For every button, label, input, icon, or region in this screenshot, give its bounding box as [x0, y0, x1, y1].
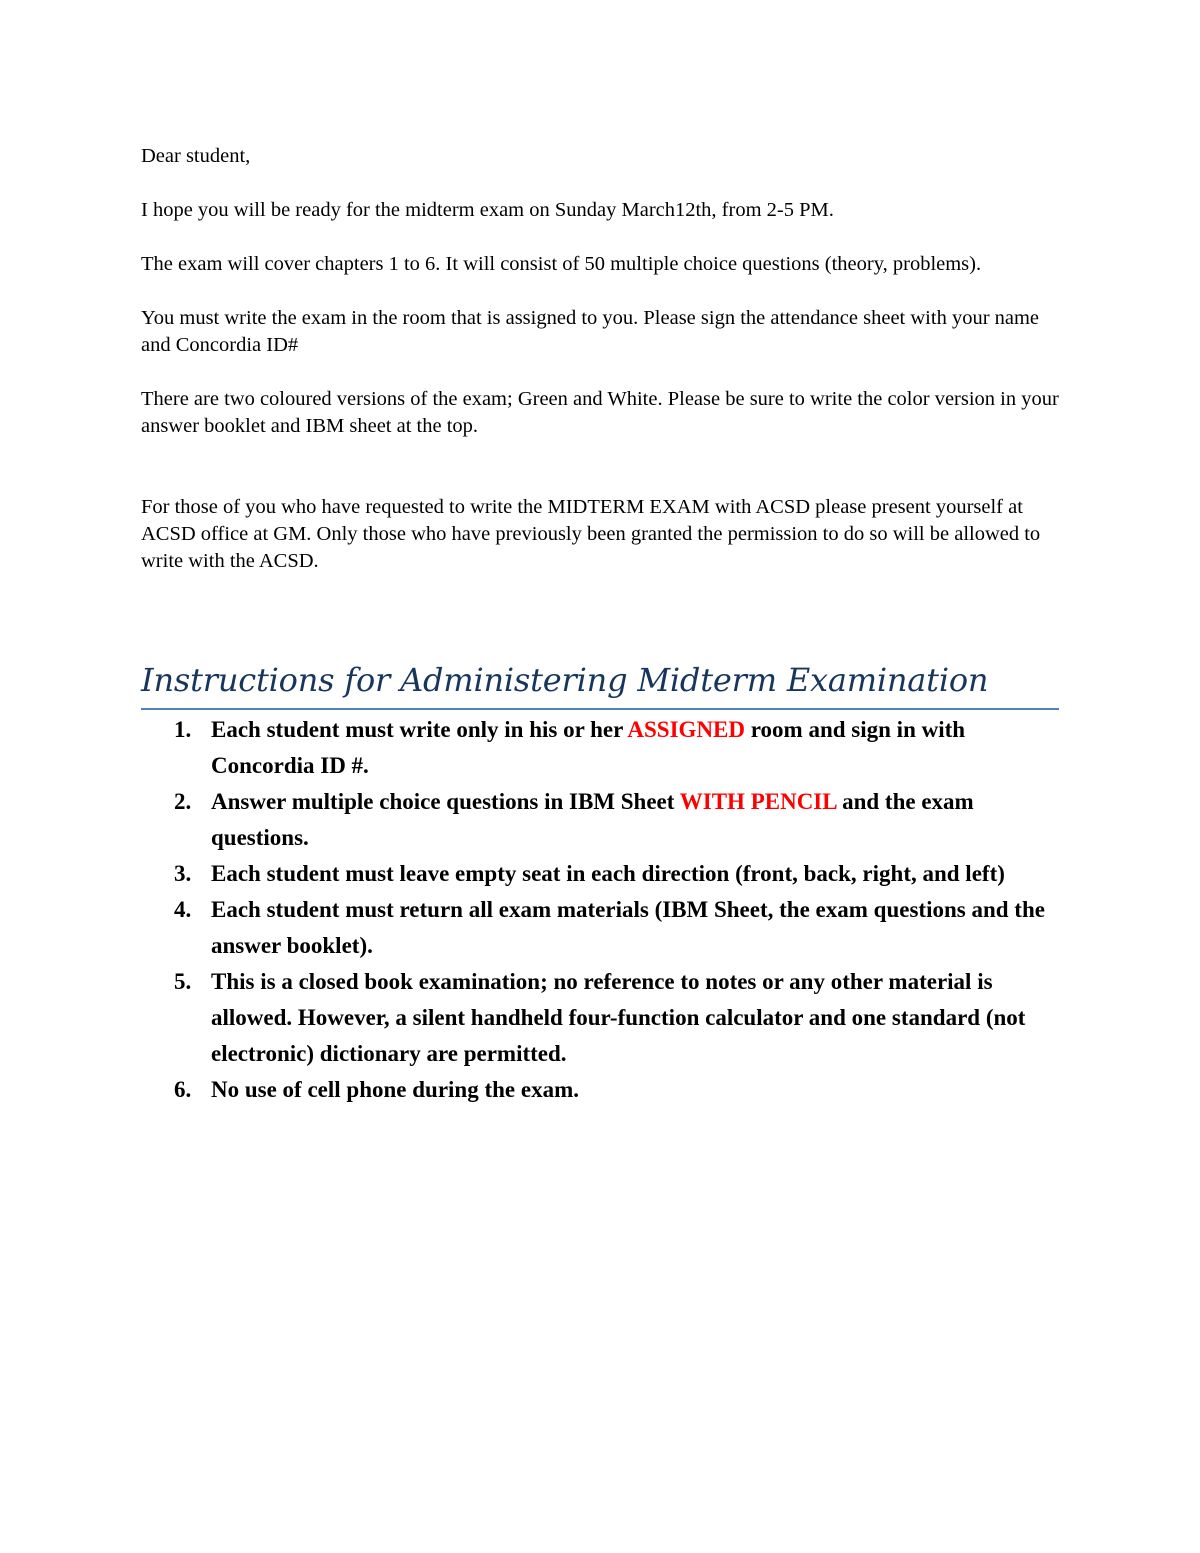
instruction-number: 6. — [174, 1077, 192, 1102]
instruction-item-6 — [141, 1072, 1066, 1108]
instruction-item-1 — [141, 712, 1066, 784]
instruction-text: This is a closed book examination; no reference to notes or any other material is allowed. However, a silent handheld four-function calculator and one standard (not electronic) dictionary are permitted. — [211, 969, 1026, 1066]
greeting: Dear student, — [141, 145, 251, 167]
instructions-heading: Instructions for Administering Midterm Examination — [141, 656, 1059, 710]
instruction-item-2 — [141, 784, 1066, 856]
instruction-text: No use of cell phone during the exam. — [211, 1077, 579, 1102]
instruction-highlight: ASSIGNED — [627, 717, 746, 742]
paragraph-exam-coverage: The exam will cover chapters 1 to 6. It will consist of 50 multiple choice questions (theory, problems). — [141, 253, 982, 275]
instruction-item-4 — [141, 892, 1066, 964]
paragraph-acsd: For those of you who have requested to write the MIDTERM EXAM with ACSD please present yourself at ACSD office at GM. Only those who have previously been granted the permission to do so will be allowed to write with the ACSD. — [141, 496, 1041, 572]
instruction-text: Each student must return all exam materials (IBM Sheet, the exam questions and the answer booklet). — [211, 897, 1045, 958]
paragraph-exam-room: You must write the exam in the room that is assigned to you. Please sign the attendance sheet with your name and Concordia ID# — [141, 307, 1040, 356]
instruction-number: 1. — [174, 717, 192, 742]
instruction-text: room and sign in with Concordia ID #. — [211, 717, 966, 778]
paragraph-exam-date: I hope you will be ready for the midterm exam on Sunday March12th, from 2-5 PM. — [141, 199, 834, 221]
instruction-item-3 — [141, 856, 1066, 892]
instruction-number: 5. — [174, 969, 192, 994]
instruction-number: 2. — [174, 789, 192, 814]
instructions-list — [141, 712, 1066, 1108]
instruction-text: and the exam questions. — [211, 789, 974, 850]
instruction-text: Each student must write only in his or her — [211, 717, 628, 742]
instruction-text: Each student must leave empty seat in each direction (front, back, right, and left) — [211, 861, 1005, 886]
letter-body — [141, 143, 1061, 602]
paragraph-exam-versions: There are two coloured versions of the exam; Green and White. Please be sure to write the color version in your answer booklet and IBM sheet at the top. — [141, 388, 1059, 437]
instruction-highlight: WITH PENCIL — [679, 789, 837, 814]
instruction-number: 4. — [174, 897, 192, 922]
instruction-item-5 — [141, 964, 1066, 1072]
instruction-text: Answer multiple choice questions in IBM Sheet — [211, 789, 680, 814]
instruction-number: 3. — [174, 861, 192, 886]
